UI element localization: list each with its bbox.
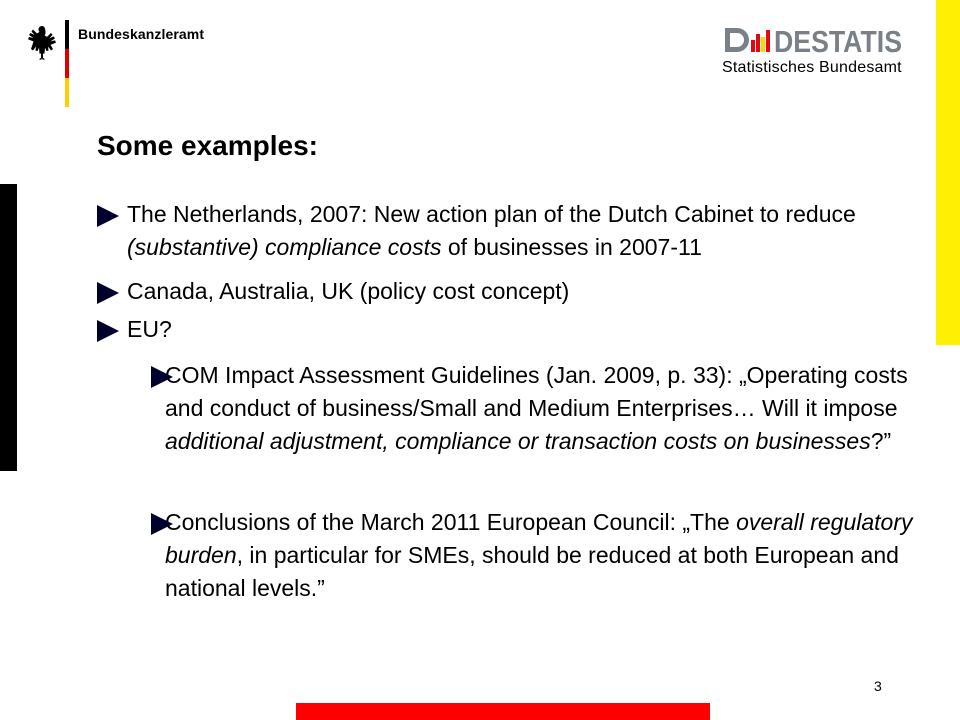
bullet-text-segment: of businesses in 2007-11 [441, 234, 702, 260]
bullet-item [165, 506, 925, 605]
german-flag-stripe [65, 20, 69, 107]
bundeskanzleramt-label: Bundeskanzleramt [78, 26, 205, 42]
bullet-text-segment: Conclusions of the March 2011 European Council: „The [165, 509, 737, 535]
bullet-triangle-icon [97, 320, 119, 342]
bullet-text-segment: , in particular for SMEs, should be reduced at both European and national levels.” [165, 542, 899, 601]
federal-eagle-icon [24, 22, 60, 62]
left-black-bar [0, 184, 17, 471]
right-yellow-bar [936, 0, 960, 345]
page-number: 3 [874, 678, 882, 694]
bullet-item [127, 198, 907, 264]
bullet-triangle-icon [151, 513, 173, 535]
bullet-triangle-icon [97, 205, 119, 227]
destatis-logo-text: DESTATIS [774, 24, 902, 59]
bullet-text-segment: The Netherlands, 2007: New action plan of the Dutch Cabinet to reduce [127, 201, 856, 227]
bullet-triangle-icon [97, 282, 119, 304]
bullet-text-segment: additional adjustment, compliance or transaction costs on businesses [165, 428, 871, 454]
destatis-logo [722, 24, 904, 59]
bullet-text-segment: COM Impact Assessment Guidelines (Jan. 2009, p. 33): „Operating costs and conduct of business/Small and Medium Enterprises… Will it impose [165, 362, 908, 421]
bullet-item [127, 313, 907, 346]
bullet-triangle-icon [151, 366, 173, 388]
bullet-text-segment: Canada, Australia, UK (policy cost concept) [127, 278, 570, 304]
bullet-text-segment: (substantive) compliance costs [127, 234, 442, 260]
bullet-text-segment: ?” [870, 428, 892, 454]
bullet-text-segment: overall regulatory burden [165, 509, 913, 568]
bullet-text-segment: EU? [127, 316, 172, 342]
slide-title: Some examples: [97, 130, 318, 161]
bottom-red-bar [296, 703, 710, 720]
bullet-item [127, 275, 907, 308]
bullet-item [165, 359, 925, 458]
destatis-subtitle: Statistisches Bundesamt [722, 59, 902, 76]
